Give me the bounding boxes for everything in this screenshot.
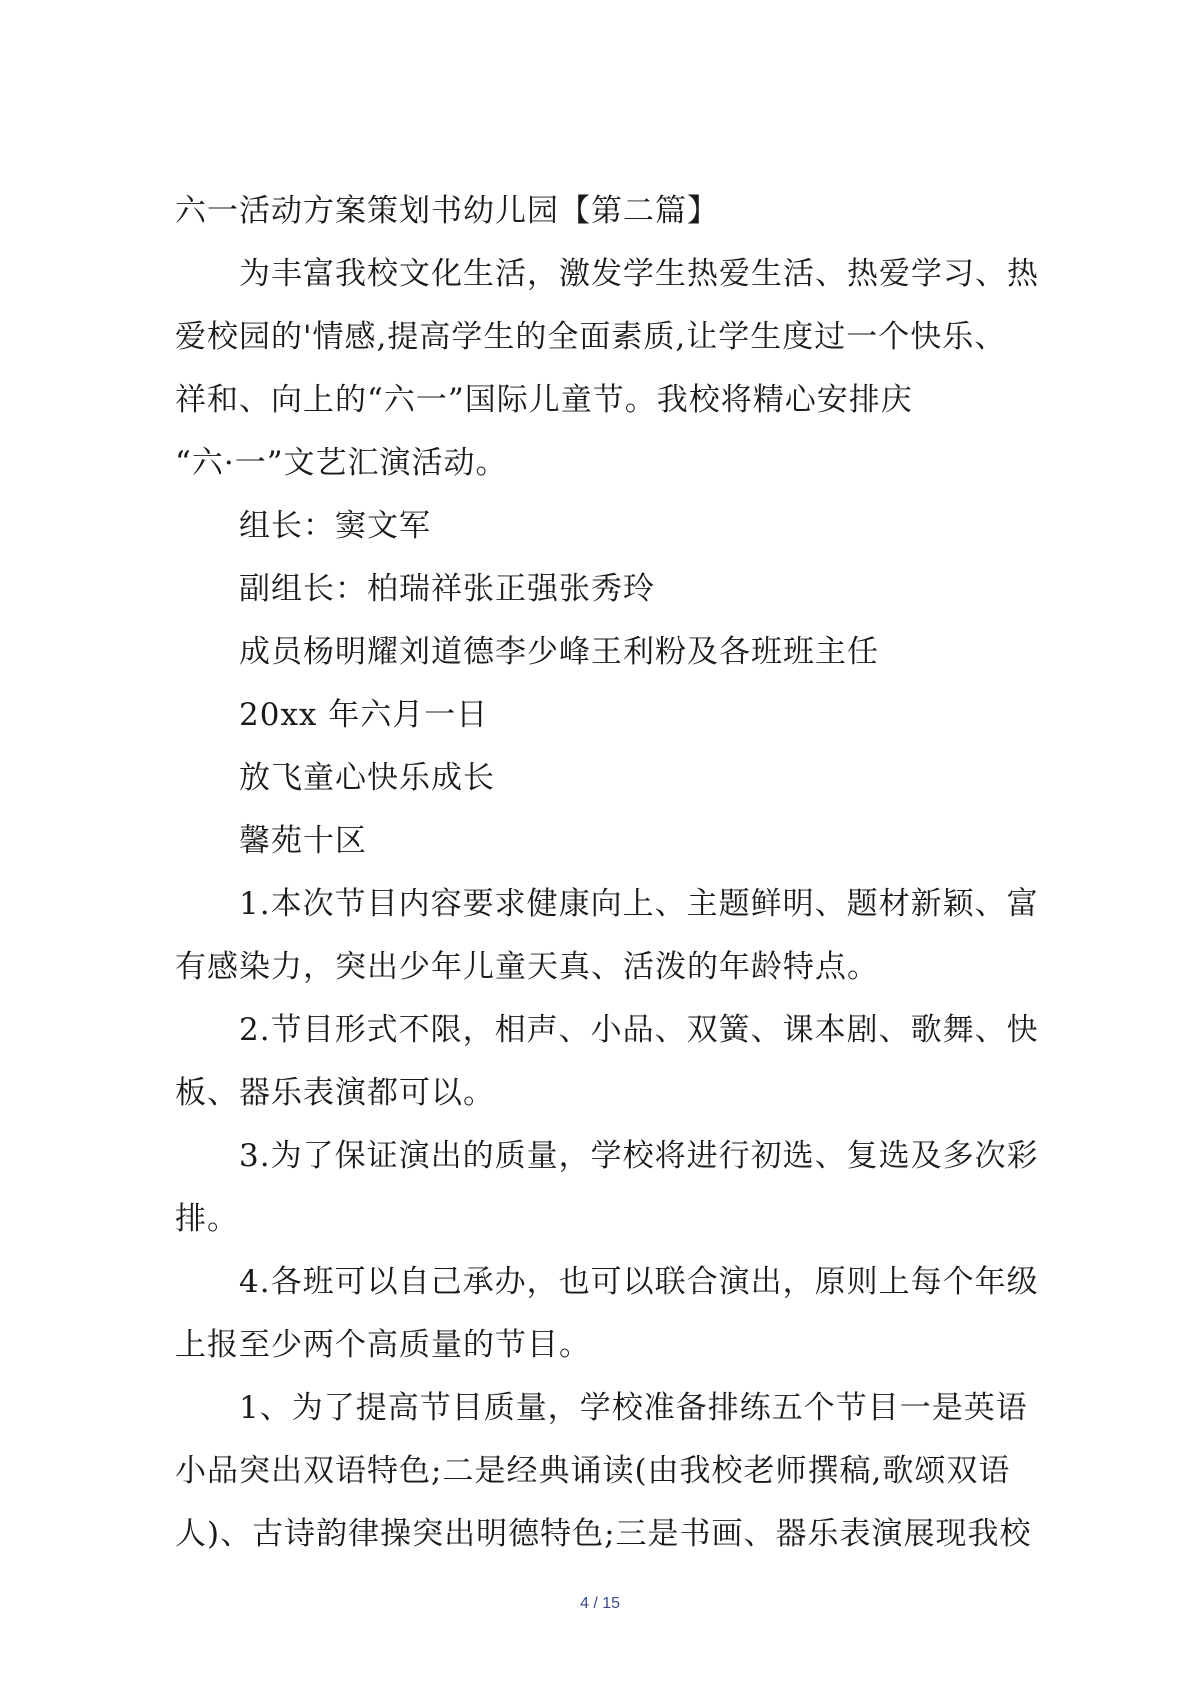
theme-line: 放飞童心快乐成长 bbox=[239, 760, 495, 796]
date-line: 20xx 年六月一日 bbox=[239, 697, 489, 733]
location-line: 馨苑十区 bbox=[239, 823, 367, 859]
paragraph-line: 有感染力，突出少年儿童天真、活泼的年龄特点。 bbox=[175, 949, 879, 985]
requirement-item: 2.节目形式不限，相声、小品、双簧、课本剧、歌舞、快 bbox=[239, 1012, 1039, 1048]
paragraph-line: 排。 bbox=[175, 1201, 239, 1237]
deputy-leader-line: 副组长：柏瑞祥张正强张秀玲 bbox=[239, 571, 655, 607]
paragraph-line: 上报至少两个高质量的节目。 bbox=[175, 1327, 591, 1363]
requirement-item: 3.为了保证演出的质量，学校将进行初选、复选及多次彩 bbox=[239, 1138, 1039, 1174]
group-leader-line: 组长：窦文军 bbox=[239, 508, 431, 544]
page-number: 4 / 15 bbox=[579, 1595, 621, 1612]
requirement-item: 4.各班可以自己承办，也可以联合演出，原则上每个年级 bbox=[239, 1264, 1039, 1300]
document-body bbox=[175, 180, 1039, 1566]
paragraph-line: 板、器乐表演都可以。 bbox=[175, 1075, 495, 1111]
paragraph-line: 为丰富我校文化生活，激发学生热爱生活、热爱学习、热 bbox=[239, 256, 1039, 292]
members-line: 成员杨明耀刘道德李少峰王利粉及各班班主任 bbox=[239, 634, 879, 670]
section-title: 六一活动方案策划书幼儿园【第二篇】 bbox=[175, 193, 719, 229]
paragraph-line: 人)、古诗韵律操突出明德特色;三是书画、器乐表演展现我校 bbox=[175, 1516, 1032, 1552]
program-item: 1、为了提高节目质量，学校准备排练五个节目一是英语 bbox=[239, 1390, 1028, 1426]
paragraph-line: 小品突出双语特色;二是经典诵读(由我校老师撰稿,歌颂双语 bbox=[175, 1453, 1011, 1489]
paragraph-line: 祥和、向上的“六一”国际儿童节。我校将精心安排庆 bbox=[175, 382, 913, 418]
requirement-item: 1.本次节目内容要求健康向上、主题鲜明、题材新颖、富 bbox=[239, 886, 1039, 922]
paragraph-line: 爱校园的'情感,提高学生的全面素质,让学生度过一个快乐、 bbox=[175, 319, 1007, 355]
paragraph-line: “六·一”文艺汇演活动。 bbox=[175, 445, 508, 481]
